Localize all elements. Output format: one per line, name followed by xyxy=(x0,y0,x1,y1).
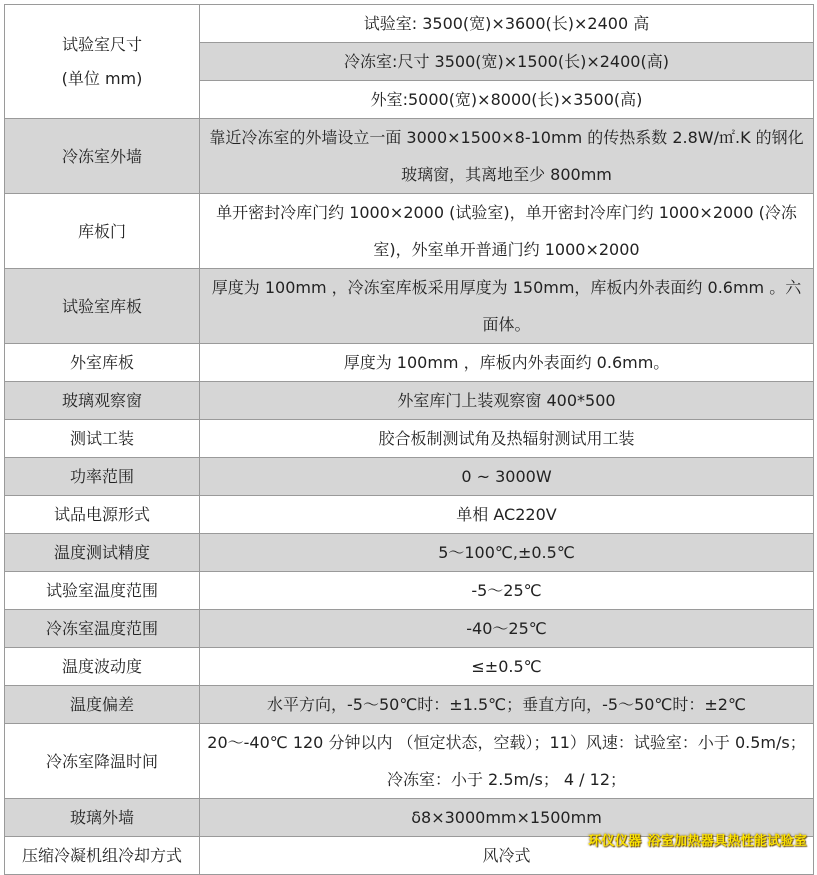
watermark-brand: 环仪仪器 xyxy=(588,834,642,849)
row-label: 玻璃观察窗 xyxy=(5,382,200,420)
watermark-title: 浴室加热器具热性能试验室 xyxy=(647,834,807,849)
table-row xyxy=(5,382,814,420)
cell-value-test-room: 试验室: 3500(宽)×3600(长)×2400 高 xyxy=(200,5,814,43)
row-label-room-size xyxy=(5,5,200,119)
table-row xyxy=(5,724,814,799)
table-row xyxy=(5,534,814,572)
watermark xyxy=(582,830,807,849)
row-label: 试验室尺寸 xyxy=(61,34,142,54)
cell-value: 胶合板制测试角及热辐射测试用工装 xyxy=(200,420,814,458)
table-row xyxy=(5,420,814,458)
cell-value: 20～-40℃ 120 分钟以内 （恒定状态，空载）；11）风速：试验室：小于 0.5m/s；冷冻室：小于 2.5m/s； 4 / 12； xyxy=(200,724,814,799)
row-label: 冷冻室温度范围 xyxy=(5,610,200,648)
cell-value: ≤±0.5℃ xyxy=(200,648,814,686)
row-label: 试验室温度范围 xyxy=(5,572,200,610)
row-label: 冷冻室降温时间 xyxy=(5,724,200,799)
cell-value: 5～100℃,±0.5℃ xyxy=(200,534,814,572)
cell-value: 外室库门上装观察窗 400*500 xyxy=(200,382,814,420)
cell-value-freezer-size: 冷冻室:尺寸 3500(宽)×1500(长)×2400(高) xyxy=(200,43,814,81)
row-label-unit: (单位 mm) xyxy=(61,68,143,88)
row-label: 温度波动度 xyxy=(5,648,200,686)
row-label: 测试工装 xyxy=(5,420,200,458)
spec-table xyxy=(4,4,814,875)
table-row xyxy=(5,648,814,686)
row-label: 功率范围 xyxy=(5,458,200,496)
cell-value: 厚度为 100mm ，库板内外表面约 0.6mm。 xyxy=(200,344,814,382)
table-row xyxy=(5,119,814,194)
table-row xyxy=(5,572,814,610)
cell-value: 0 ~ 3000W xyxy=(200,458,814,496)
row-label: 玻璃外墙 xyxy=(5,799,200,837)
row-label: 温度测试精度 xyxy=(5,534,200,572)
row-label: 冷冻室外墙 xyxy=(5,119,200,194)
cell-value: 水平方向，-5～50℃时：±1.5℃；垂直方向，-5～50℃时：±2℃ xyxy=(200,686,814,724)
table-row xyxy=(5,5,814,43)
cell-value: 风冷式 xyxy=(200,837,814,875)
table-row xyxy=(5,610,814,648)
table-row xyxy=(5,458,814,496)
row-label: 库板门 xyxy=(5,194,200,269)
table-row xyxy=(5,344,814,382)
cell-value: -40～25℃ xyxy=(200,610,814,648)
table-row xyxy=(5,686,814,724)
cell-value: 单开密封冷库门约 1000×2000 (试验室)，单开密封冷库门约 1000×2000 (冷冻室)，外室单开普通门约 1000×2000 xyxy=(200,194,814,269)
cell-value: δ8×3000mm×1500mm xyxy=(200,799,814,837)
row-label: 试品电源形式 xyxy=(5,496,200,534)
cell-value: -5～25℃ xyxy=(200,572,814,610)
table-row xyxy=(5,194,814,269)
cell-value: 单相 AC220V xyxy=(200,496,814,534)
row-label: 外室库板 xyxy=(5,344,200,382)
row-label: 试验室库板 xyxy=(5,269,200,344)
table-row xyxy=(5,496,814,534)
cell-value: 厚度为 100mm ，冷冻室库板采用厚度为 150mm，库板内外表面约 0.6mm 。六面体。 xyxy=(200,269,814,344)
cell-value-outer-room: 外室:5000(宽)×8000(长)×3500(高) xyxy=(200,81,814,119)
row-label: 压缩冷凝机组冷却方式 xyxy=(5,837,200,875)
row-label: 温度偏差 xyxy=(5,686,200,724)
table-row xyxy=(5,269,814,344)
cell-value: 靠近冷冻室的外墙设立一面 3000×1500×8-10mm 的传热系数 2.8W/㎡.K 的钢化玻璃窗，其离地至少 800mm xyxy=(200,119,814,194)
